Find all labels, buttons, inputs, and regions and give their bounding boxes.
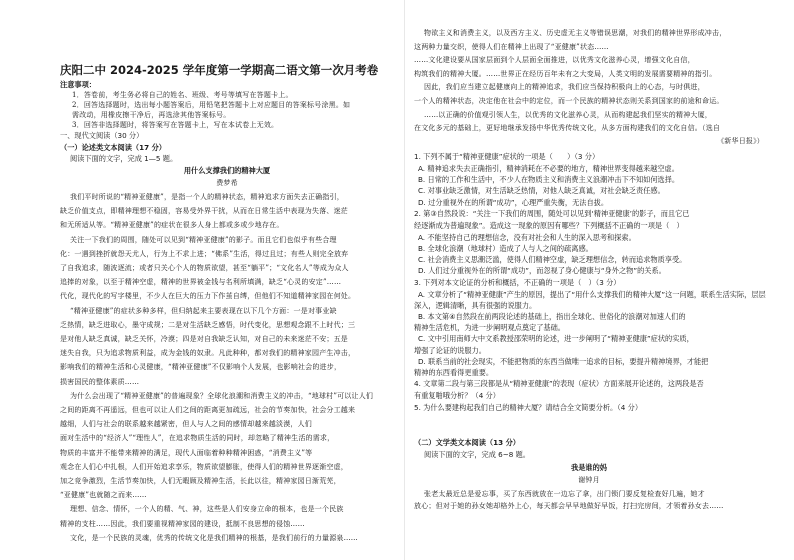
article-line: 加之竞争激烈，生活节奏加快，人们无暇顾及精神生活，长此以往，精神家园日渐荒芜， bbox=[60, 477, 341, 485]
subsection-heading: （一）论述类文本阅读（17 分） bbox=[60, 143, 166, 152]
article-line: ……文化建设要从国家层面到个人层面全面推进，以优秀文化滋养心灵，增强文化自信， bbox=[414, 56, 695, 65]
article-line: 构筑我们的精神大厦。……世界正在经历百年未有之大变局，人类文明的发展需要精神的指引。 bbox=[414, 69, 717, 78]
exam-title: 庆阳二中 2024-2025 学年度第一学期高二语文第一次月考卷 bbox=[60, 63, 379, 77]
story-title: 我是谁的妈 bbox=[571, 463, 607, 472]
article-line: 影响我们的精神生活和心灵健康，“精神亚健康”不仅影响个人发展，也影响社会的进步， bbox=[60, 363, 342, 372]
answer-option: 精神的东西看得更重要。 bbox=[414, 368, 494, 377]
article-line: 物质的丰富并不能带来精神的满足，现代人面临着种种精神困惑，“消费主义”等 bbox=[60, 448, 313, 457]
article-author: 费梦希 bbox=[216, 179, 238, 187]
article-line: 和无所适从等。“精神亚健康”的症状在很多人身上都或多或少地存在。 bbox=[60, 221, 284, 230]
answer-option: 增强了论证的说服力。 bbox=[414, 345, 486, 355]
question-stem: 有重复啪哦分析？（4 分） bbox=[414, 391, 500, 401]
article-line: 文化，是一个民族的灵魂，优秀的传统文化是我们精神的根基，是我们前行的力量源泉…… bbox=[70, 533, 358, 542]
article-line: ……以正确的价值观引领人生，以优秀的文化滋养心灵，从而构建起我们坚实的精神大厦， bbox=[424, 110, 712, 119]
reading-instruction: 阅读下面的文字，完成 6~8 题。 bbox=[424, 450, 530, 459]
question-stem: 4. 文章第二段与第三段都是从“精神亚健康”的表现（症状）方面来展开论述的，这两段是否 bbox=[414, 379, 704, 389]
answer-option: C. 对事业缺乏激情，对生活缺乏热情，对他人缺乏真诚，对社会缺乏责任感。 bbox=[418, 186, 665, 196]
article-line: 关注一下我们的周围，随处可以见到“精神亚健康”的影子。而且它们也似乎有些合理 bbox=[70, 235, 337, 244]
question-stem: 3. 下列对本文论证的分析和概括，不正确的一项是（ ）（3 分） bbox=[414, 277, 621, 287]
column-divider bbox=[404, 0, 405, 560]
reading-instruction: 阅读下面的文字，完成 1—5 题。 bbox=[70, 154, 178, 163]
article-line: 缺乏价值支点，即精神理想不稳固，容易受外界干扰，从而在日常生活中表现为失落、迷茫 bbox=[60, 207, 348, 216]
article-line: 观念在人们心中扎根，人们开始追求享乐，物质欲望膨胀，使得人们的精神世界逐渐空虚， bbox=[60, 462, 348, 471]
article-line: 化：一遇到挫折就怨天尤人，行为上不求上进；“佛系”生活，得过且过；有些人则完全放弃 bbox=[60, 249, 349, 258]
article-line: 物欲主义和消费主义，以及西方主义、历史虚无主义等错误思潮，对我们的精神世界形成冲击， bbox=[424, 29, 727, 37]
answer-option: A. 文章分析了“精神亚健康”产生的原因，提出了“用什么支撑我们的精神大厦”这一问题，联系生活实际，层层 bbox=[418, 289, 766, 299]
article-line: 越细，人们与社会的联系越来越紧密，但人与人之间的感情却越来越淡漠，人们 bbox=[60, 420, 312, 429]
article-title: 用什么支撑我们的精神大厦 bbox=[183, 166, 271, 175]
article-line: 面对生活中的“经济人”“理性人”，在追求物质生活的同时，却忽略了精神生活的需求， bbox=[60, 434, 335, 443]
answer-option: C. 社会消费主义思潮泛滥，使得人们精神空虚，缺乏理想信念，转而追求物质享受。 bbox=[418, 255, 687, 265]
notice-item: 1．答卷前，考生务必将自己的姓名、班级、考号等填写在答题卡上。 bbox=[72, 91, 293, 99]
article-line: 是对他人缺乏真诚，缺乏关怀，冷漠；四是对自我缺乏认知，对自己的未来迷茫不安；五是 bbox=[60, 335, 348, 343]
answer-option: D. 过分重视外在的所谓“成功”，心理严重失衡，无法自拔。 bbox=[418, 197, 609, 207]
notice-item: 需改动，用橡皮擦干净后，再选涂其他答案标号。 bbox=[72, 111, 231, 119]
notice-heading: 注意事项： bbox=[60, 80, 96, 89]
notice-item: 2．回答选择题时，选出每小题答案后，用铅笔把答题卡上对应题目的答案标号涂黑。如 bbox=[72, 101, 351, 109]
story-line: 放心；但对于她的孙女她却格外上心，每天都会早早地做好早饭，打扫完房间，才领着孙女去…… bbox=[414, 502, 724, 510]
answer-option: D. 人们过分重视外在的所谓“成功”，而忽视了身心健康与“身外之物”的关系。 bbox=[418, 266, 666, 276]
article-line: 一个人的精神状态，决定他在社会中的定位，而一个民族的精神状态则关系到国家的前途和命运。 bbox=[414, 97, 724, 105]
article-line: 理想、信念、情怀，一个人的精、气、神，这些是人们安身立命的根本，也是一个民族 bbox=[70, 505, 344, 514]
article-line: 我们平时所说的“精神亚健康”，是指一个人的精神状态，精神追求方面失去正确指引， bbox=[70, 193, 344, 201]
article-line: 因此，我们应当建立起健康向上的精神追求，我们应当保持积极向上的心态，与时俱进， bbox=[424, 83, 705, 92]
question-stem: 2. 第③自然段说：“关注一下我们的周围，随处可以见到‘精神亚健康’的影子，而且它已 bbox=[414, 208, 690, 218]
answer-option: 深入，逻辑清晰，具有很强的说服力。 bbox=[414, 300, 537, 310]
article-line: 之间的距离不再遥远，但也可以让人们之间的距离更加疏远，社会的节奏加快，社会分工越来 bbox=[60, 406, 356, 414]
answer-option: B. 日常的工作和生活中，不少人在物质主义和消费主义浪潮冲击下不知如何选择。 bbox=[418, 175, 680, 185]
article-line: 了自我追求，随波逐流；或者只关心个人的物质欲望，甚至“躺平”；“文化名人”等成为众人 bbox=[60, 264, 349, 272]
article-line: 追捧的对象，以至于精神空虚，精神的世界被金钱与名利所填满，缺乏“心灵的安定”…… bbox=[60, 278, 342, 287]
question-stem: 5. 为什么要建构起我们自己的精神大厦？请结合全文简要分析。（4 分） bbox=[414, 403, 643, 413]
answer-option: D. 联系当前的社会现实，不能把物质的东西当做唯一追求的目标，要提升精神境界，才能把 bbox=[418, 356, 709, 366]
subsection-heading: （二）文学类文本阅读（13 分） bbox=[414, 438, 520, 447]
answer-option: A. 精神追求失去正确指引，精神消耗在不必要的地方，精神世界变得越来越空虚。 bbox=[418, 164, 679, 173]
answer-option: 精神生活危机，为进一步阐明观点奠定了基础。 bbox=[414, 323, 565, 333]
answer-option: B. 全球化浪潮（地球村）造成了人与人之间的疏离感。 bbox=[418, 244, 593, 253]
answer-option: C. 文中引用南师大中文系教授邵荣明的论述，进一步阐明了“精神亚健康”症状的实质， bbox=[418, 334, 694, 344]
article-line: 这两种力量交织，使得人们在精神上出现了“亚健康”状态…… bbox=[414, 42, 609, 51]
story-line: 张老太最近总是爱忘事，买了东西就放在一边忘了拿，出门锁门要反复检查好几遍，她才 bbox=[424, 490, 705, 498]
article-line: 乏热情，缺乏进取心，墨守成规；二是对生活缺乏感悟，时代变化，思想观念跟不上时代；三 bbox=[60, 320, 356, 329]
notice-item: 3．回答非选择题时，将答案写在答题卡上，写在本试卷上无效。 bbox=[72, 121, 279, 129]
article-line: “精神亚健康”的症状多种多样，但归纳起来主要表现在以下几个方面：一是对事业缺 bbox=[70, 306, 337, 315]
answer-option: B. 本文第④自然段在前两段论述的基础上，指出全球化、世俗化的浪潮对加速人们的 bbox=[418, 312, 686, 321]
story-author: 谢钟月 bbox=[578, 476, 600, 484]
article-line: 为什么会出现了“精神亚健康”的普遍现象？全球化浪潮和消费主义的冲击，“地球村”可以让人们 bbox=[70, 391, 374, 400]
article-source: 《新华日报》） bbox=[717, 137, 764, 145]
article-line: 在文化多元的基础上，更好地继承发扬中华优秀传统文化，从多方面构建我们的文化自信。（选自 bbox=[414, 124, 721, 133]
question-stem: 1. 下列不属于“精神亚健康”症状的一项是（ ）（3 分） bbox=[414, 152, 600, 161]
article-line: 损害国民的整体素质…… bbox=[60, 377, 140, 386]
answer-option: A. 不能坚持自己的理想信念，没有对社会和人生的深入思考和探索。 bbox=[418, 232, 636, 242]
section-heading: 一、现代文阅读（30 分） bbox=[60, 131, 144, 140]
article-line: “亚健康”也就随之而来…… bbox=[60, 491, 147, 500]
question-stem: 经逐渐成为普遍现象”。造成这一现象的原因有哪些？下列概括不正确的一项是（ ） bbox=[414, 220, 684, 230]
article-line: 精神的支柱……因此，我们要重视精神家园的建设，抵制不良思想的侵蚀…… bbox=[60, 519, 305, 528]
article-line: 代化，现代化的写字楼里，不少人在巨大的压力下作茧自缚，但他们不知道精神家园在何处。 bbox=[60, 292, 356, 301]
article-line: 迷失自我，只为追求物质利益，成为金钱的奴隶。凡此种种，都对我们的精神家园产生冲击， bbox=[60, 349, 356, 358]
